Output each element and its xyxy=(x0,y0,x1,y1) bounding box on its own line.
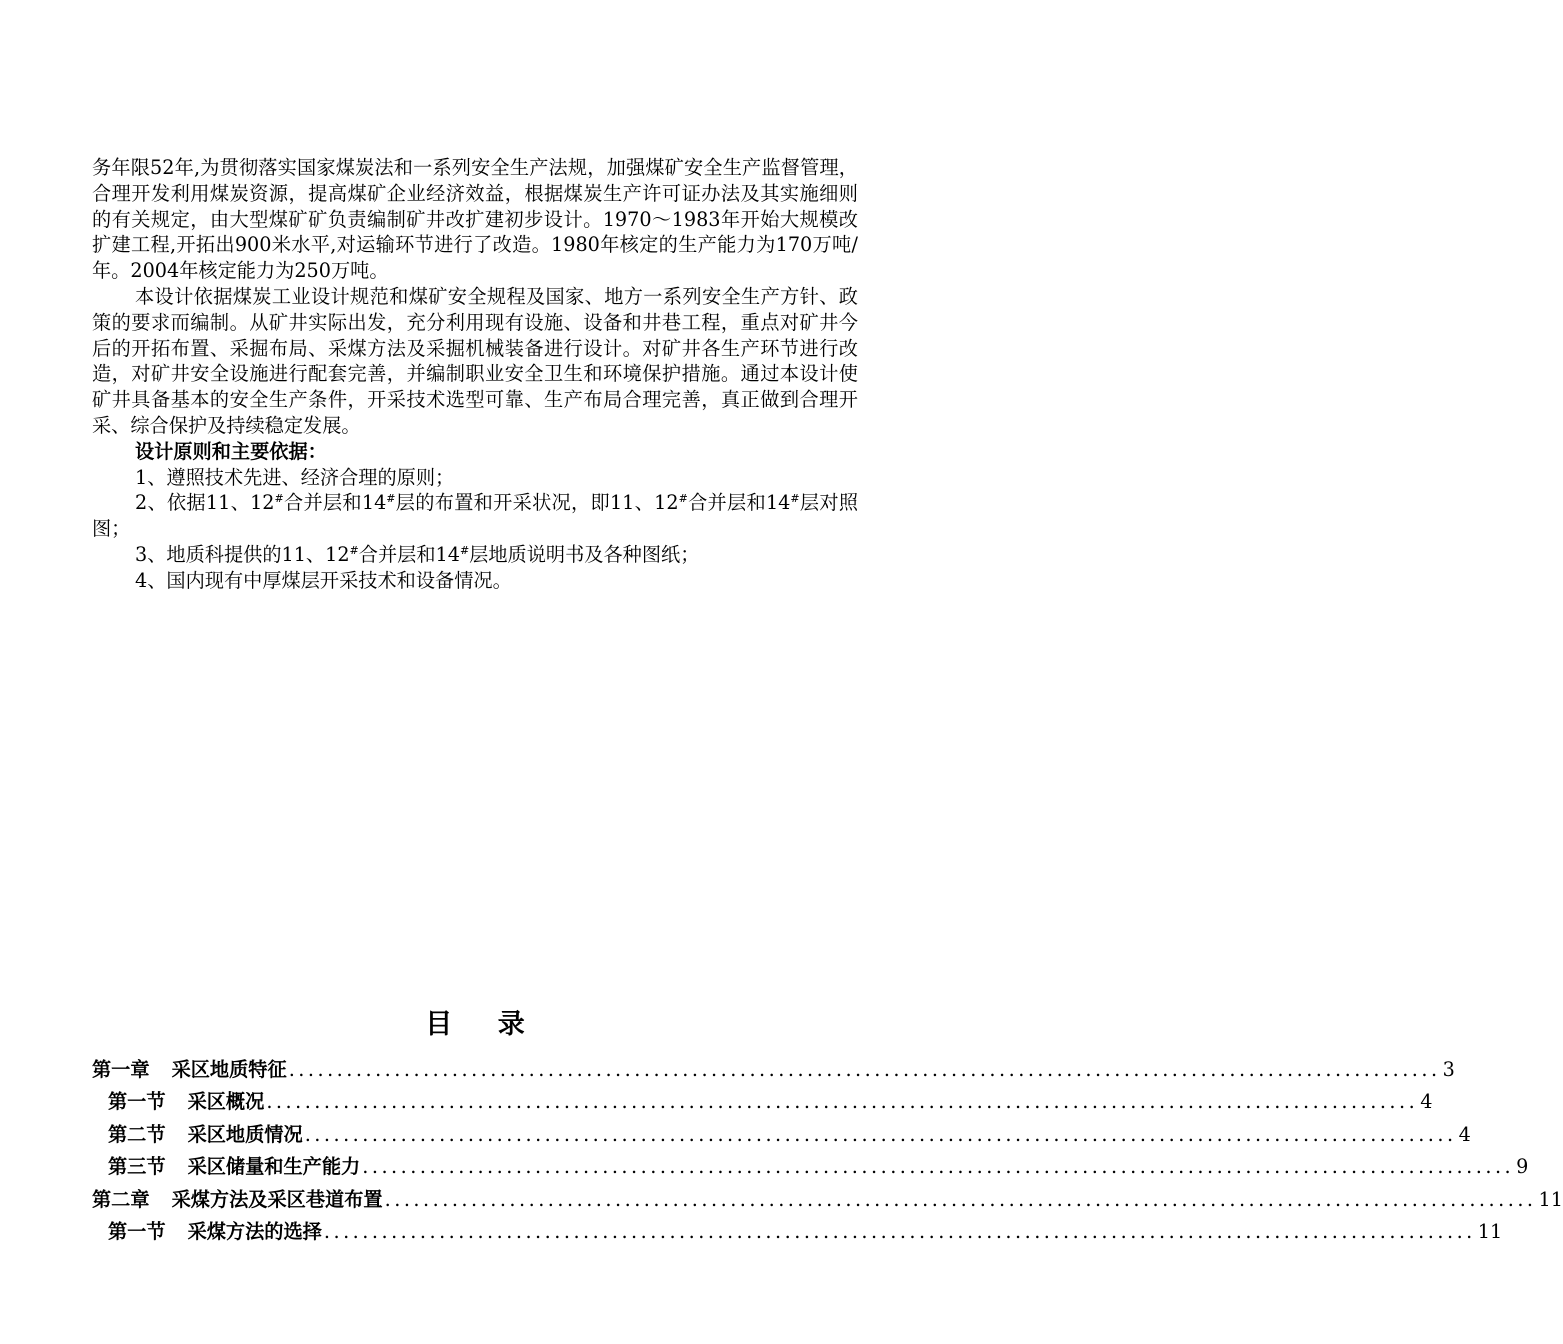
toc-entry-title: 采区地质情况 xyxy=(187,1122,303,1146)
design-basis-item-3 xyxy=(92,542,858,568)
item-3-text-a: 3、地质科提供的11、12 xyxy=(135,542,350,566)
toc-leader-dots: ........................................................................................................................ xyxy=(362,1155,1515,1179)
design-basis-item-4: 4、国内现有中厚煤层开采技术和设备情况。 xyxy=(135,568,512,592)
seam-mark: # xyxy=(386,492,396,506)
toc-entry-number: 第二节 xyxy=(108,1122,166,1146)
item-2-text-d: 合并层和14 xyxy=(687,491,791,515)
body-text xyxy=(92,155,858,594)
toc-entry-title: 采煤方法及采区巷道布置 xyxy=(171,1187,383,1211)
item-2-text-c: 层的布置和开采状况，即11、12 xyxy=(395,491,679,515)
toc-entry-section-1-3[interactable] xyxy=(92,1151,1529,1183)
design-basis-item-2 xyxy=(92,490,858,542)
design-basis-item-1: 1、遵照技术先进、经济合理的原则； xyxy=(135,465,455,489)
toc-entry-title: 采区地质特征 xyxy=(171,1058,287,1081)
toc-entry-section-1-2[interactable] xyxy=(92,1119,1471,1151)
toc-entry-label xyxy=(108,1119,303,1151)
toc-leader-dots: ........................................................................................................................ xyxy=(288,1058,1441,1081)
toc-entry-number: 第一章 xyxy=(92,1058,150,1081)
toc-entry-section-1-1[interactable] xyxy=(92,1086,1433,1118)
toc-page-number: 3 xyxy=(1442,1058,1455,1081)
seam-mark: # xyxy=(459,543,470,557)
toc-entry-title: 采煤方法的选择 xyxy=(187,1219,322,1243)
toc-leader-dots: ........................................................................................................................ xyxy=(384,1187,1537,1211)
design-basis-heading: 设计原则和主要依据： xyxy=(135,439,327,463)
toc-page-number: 4 xyxy=(1458,1122,1471,1146)
toc-page-number: 4 xyxy=(1420,1090,1433,1114)
item-2-text-e: 层对照图； xyxy=(92,491,859,541)
seam-mark: # xyxy=(349,543,359,557)
toc-entry-number: 第二章 xyxy=(92,1187,150,1211)
table-of-contents xyxy=(92,1054,1563,1248)
toc-page-number: 11 xyxy=(1477,1219,1503,1243)
toc-entry-title: 采区概况 xyxy=(187,1090,265,1114)
toc-entry-number: 第三节 xyxy=(108,1155,166,1179)
toc-entry-section-2-1[interactable] xyxy=(92,1216,1503,1248)
toc-leader-dots: ........................................................................................................................ xyxy=(323,1219,1476,1243)
toc-entry-label xyxy=(108,1216,322,1248)
toc-entry-number: 第一节 xyxy=(108,1219,166,1243)
seam-mark: # xyxy=(790,492,800,506)
seam-mark: # xyxy=(274,492,284,506)
toc-entry-label xyxy=(108,1151,360,1183)
item-3-text-c: 层地质说明书及各种图纸； xyxy=(469,542,700,566)
toc-entry-label xyxy=(92,1054,287,1086)
toc-page-number: 11 xyxy=(1538,1187,1563,1211)
toc-entry-number: 第一节 xyxy=(108,1090,166,1114)
paragraph-design-scope: 本设计依据煤炭工业设计规范和煤矿安全规程及国家、地方一系列安全生产方针、政策的要求而编制。从矿井实际出发，充分利用现有设施、设备和井巷工程，重点对矿井今后的开拓布置、采掘布局、采煤方法及采掘机械装备进行设计。对矿井各生产环节进行改造，对矿井安全设施进行配套完善，并编制职业安全卫生和环境保护措施。通过本设计使矿井具备基本的安全生产条件，开采技术选型可靠、生产布局合理完善，真正做到合理开采、综合保护及持续稳定发展。 xyxy=(92,284,858,437)
toc-leader-dots: ........................................................................................................................ xyxy=(304,1122,1457,1146)
paragraph-project-background: 务年限52年,为贯彻落实国家煤炭法和一系列安全生产法规，加强煤矿安全生产监督管理，合理开发利用煤炭资源，提高煤矿企业经济效益，根据煤炭生产许可证办法及其实施细则的有关规定，由大型煤矿矿负责编制矿井改扩建初步设计。1970～1983年开始大规模改扩建工程,开拓出900米水平,对运输环节进行了改造。1980年核定的生产能力为170万吨/年。2004年核定能力为250万吨。 xyxy=(92,156,858,283)
toc-entry-title: 采区储量和生产能力 xyxy=(187,1155,361,1179)
toc-entry-label xyxy=(108,1086,264,1118)
toc-entry-chapter-1[interactable] xyxy=(92,1054,1455,1086)
toc-entry-label xyxy=(92,1184,383,1216)
toc-title: 目 录 xyxy=(425,1009,543,1040)
item-2-text-b: 合并层和14 xyxy=(283,491,387,515)
toc-entry-chapter-2[interactable] xyxy=(92,1184,1563,1216)
item-2-text-a: 2、依据11、12 xyxy=(135,491,275,515)
toc-leader-dots: ........................................................................................................................ xyxy=(266,1090,1419,1114)
toc-page-number: 9 xyxy=(1516,1155,1529,1179)
seam-mark: # xyxy=(678,492,688,506)
item-3-text-b: 合并层和14 xyxy=(358,542,460,566)
